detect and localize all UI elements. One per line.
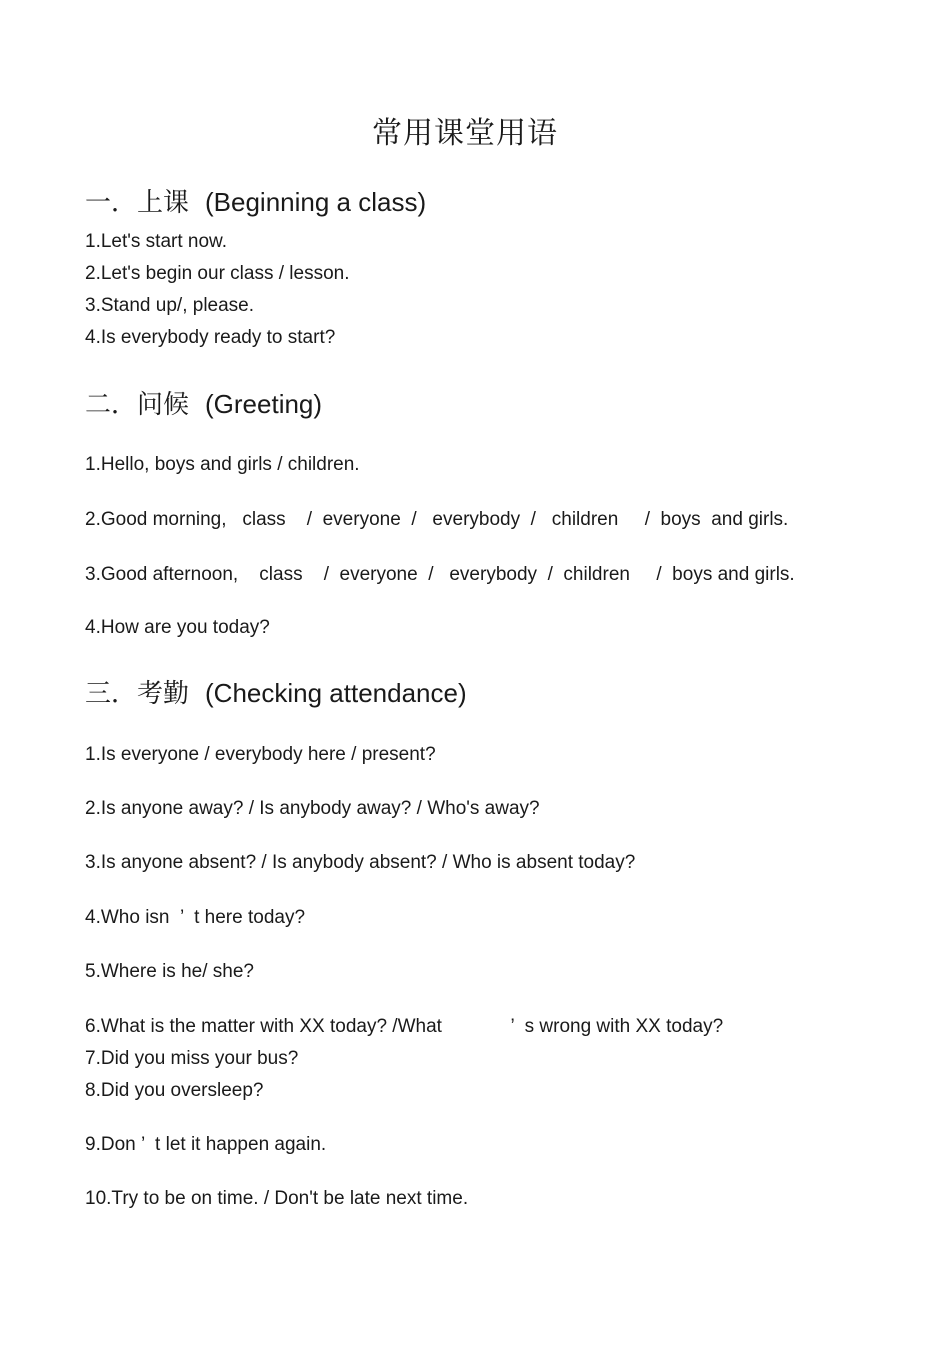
list-item: 4.How are you today? (85, 617, 270, 638)
section-heading-en: (Greeting) (205, 389, 323, 419)
section-heading-beginning (85, 182, 426, 219)
section-heading-en: (Checking attendance) (205, 678, 467, 708)
list-item: 1.Hello, boys and girls / children. (85, 454, 360, 475)
list-item: 10.Try to be on time. / Don't be late next time. (85, 1188, 469, 1209)
section-heading-cn: 三．考勤 (85, 679, 190, 709)
section-heading-en: (Beginning a class) (205, 187, 427, 217)
list-item: 3.Stand up/, please. (85, 295, 255, 316)
section-heading-greeting (85, 384, 322, 421)
section-heading-cn: 二．问候 (85, 390, 190, 420)
list-item: 2.Is anyone away? / Is anybody away? / Who's away? (85, 798, 540, 819)
section-heading-cn: 一．上课 (85, 188, 190, 218)
list-item: 2.Good morning, class / everyone / everybody / children / boys and girls. (85, 509, 789, 530)
list-item: 4.Who isn ’ t here today? (85, 907, 306, 928)
list-item: 3.Is anyone absent? / Is anybody absent? / Who is absent today? (85, 852, 636, 873)
list-item: 6.What is the matter with XX today? /What ’ s wrong with XX today? (85, 1016, 724, 1037)
list-item: 1.Let's start now. (85, 231, 227, 252)
list-item: 4.Is everybody ready to start? (85, 327, 336, 348)
list-item: 5.Where is he/ she? (85, 961, 254, 982)
list-item: 8.Did you oversleep? (85, 1080, 264, 1101)
section-heading-attendance (85, 673, 467, 710)
list-item: 2.Let's begin our class / lesson. (85, 263, 350, 284)
list-item: 7.Did you miss your bus? (85, 1048, 299, 1069)
list-item: 1.Is everyone / everybody here / present? (85, 744, 436, 765)
list-item: 9.Don ’ t let it happen again. (85, 1134, 327, 1155)
page-title: 常用课堂用语 (372, 116, 558, 151)
list-item: 3.Good afternoon, class / everyone / everybody / children / boys and girls. (85, 564, 795, 585)
